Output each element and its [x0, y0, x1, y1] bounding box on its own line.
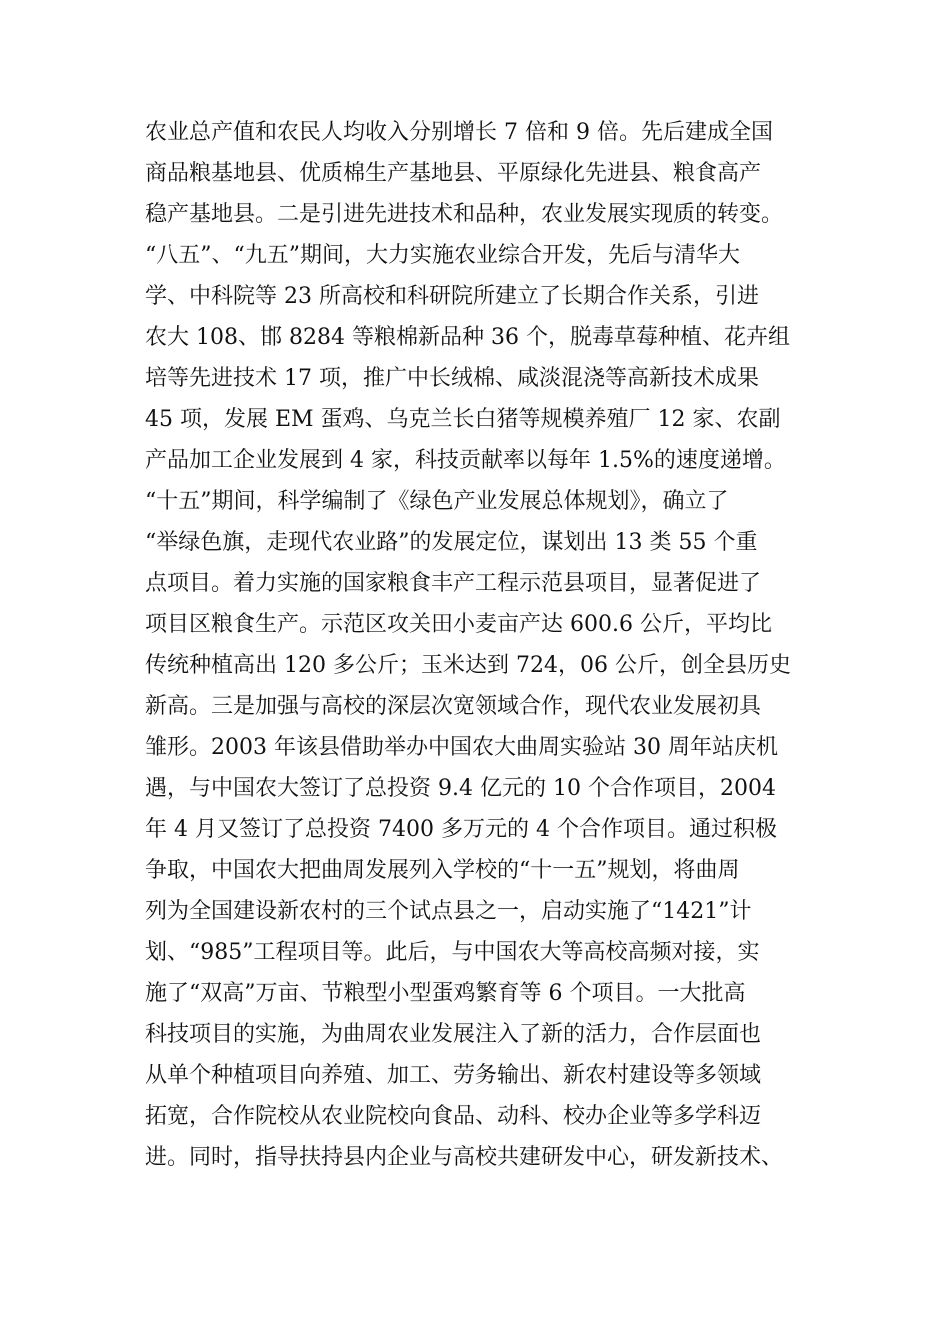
- text-line: 遇，与中国农大签订了总投资 9.4 亿元的 10 个合作项目，2004: [145, 776, 776, 801]
- text-line: 项目区粮食生产。示范区攻关田小麦亩产达 600.6 公斤，平均比: [145, 612, 772, 637]
- text-line: 农大 108、邯 8284 等粮棉新品种 36 个，脱毒草莓种植、花卉组: [145, 325, 790, 350]
- text-line: 点项目。着力实施的国家粮食丰产工程示范县项目，显著促进了: [145, 571, 762, 596]
- text-line: 施了“双高”万亩、节粮型小型蛋鸡繁育等 6 个项目。一大批高: [145, 981, 746, 1006]
- text-line: 科技项目的实施，为曲周农业发展注入了新的活力，合作层面也: [145, 1022, 762, 1047]
- text-line: 年 4 月又签订了总投资 7400 多万元的 4 个合作项目。通过积极: [145, 817, 777, 842]
- text-line: 雏形。2003 年该县借助举办中国农大曲周实验站 30 周年站庆机: [145, 735, 778, 760]
- text-line: 争取，中国农大把曲周发展列入学校的“十一五”规划，将曲周: [145, 858, 740, 883]
- text-line: 产品加工企业发展到 4 家，科技贡献率以每年 1.5%的速度递增。: [145, 448, 786, 473]
- text-line: 学、中科院等 23 所高校和科研院所建立了长期合作关系，引进: [145, 284, 759, 309]
- text-line: 从单个种植项目向养殖、加工、劳务输出、新农村建设等多领域: [145, 1063, 762, 1088]
- text-line: 稳产基地县。二是引进先进技术和品种，农业发展实现质的转变。: [145, 202, 784, 227]
- text-line: “十五”期间，科学编制了《绿色产业发展总体规划》，确立了: [145, 489, 729, 514]
- text-line: 培等先进技术 17 项，推广中长绒棉、咸淡混浇等高新技术成果: [145, 366, 759, 391]
- text-line: 拓宽，合作院校从农业院校向食品、动科、校办企业等多学科迈: [145, 1104, 762, 1129]
- text-line: 45 项，发展 EM 蛋鸡、乌克兰长白猪等规模养殖厂 12 家、农副: [145, 407, 781, 432]
- text-line: 农业总产值和农民人均收入分别增长 7 倍和 9 倍。先后建成全国: [145, 120, 773, 145]
- text-line: 商品粮基地县、优质棉生产基地县、平原绿化先进县、粮食高产: [145, 161, 762, 186]
- text-line: 列为全国建设新农村的三个试点县之一，启动实施了“1421”计: [145, 899, 752, 924]
- text-line: 进。同时，指导扶持县内企业与高校共建研发中心，研发新技术、: [145, 1145, 784, 1170]
- text-line: “八五”、“九五”期间，大力实施农业综合开发，先后与清华大: [145, 243, 740, 268]
- text-line: 划、“985”工程项目等。此后，与中国农大等高校高频对接，实: [145, 940, 760, 965]
- body-paragraph: [145, 112, 815, 1178]
- text-line: 新高。三是加强与高校的深层次宽领域合作，现代农业发展初具: [145, 694, 762, 719]
- text-line: 传统种植高出 120 多公斤；玉米达到 724，06 公斤，创全县历史: [145, 653, 791, 678]
- text-line: “举绿色旗，走现代农业路”的发展定位，谋划出 13 类 55 个重: [145, 530, 758, 555]
